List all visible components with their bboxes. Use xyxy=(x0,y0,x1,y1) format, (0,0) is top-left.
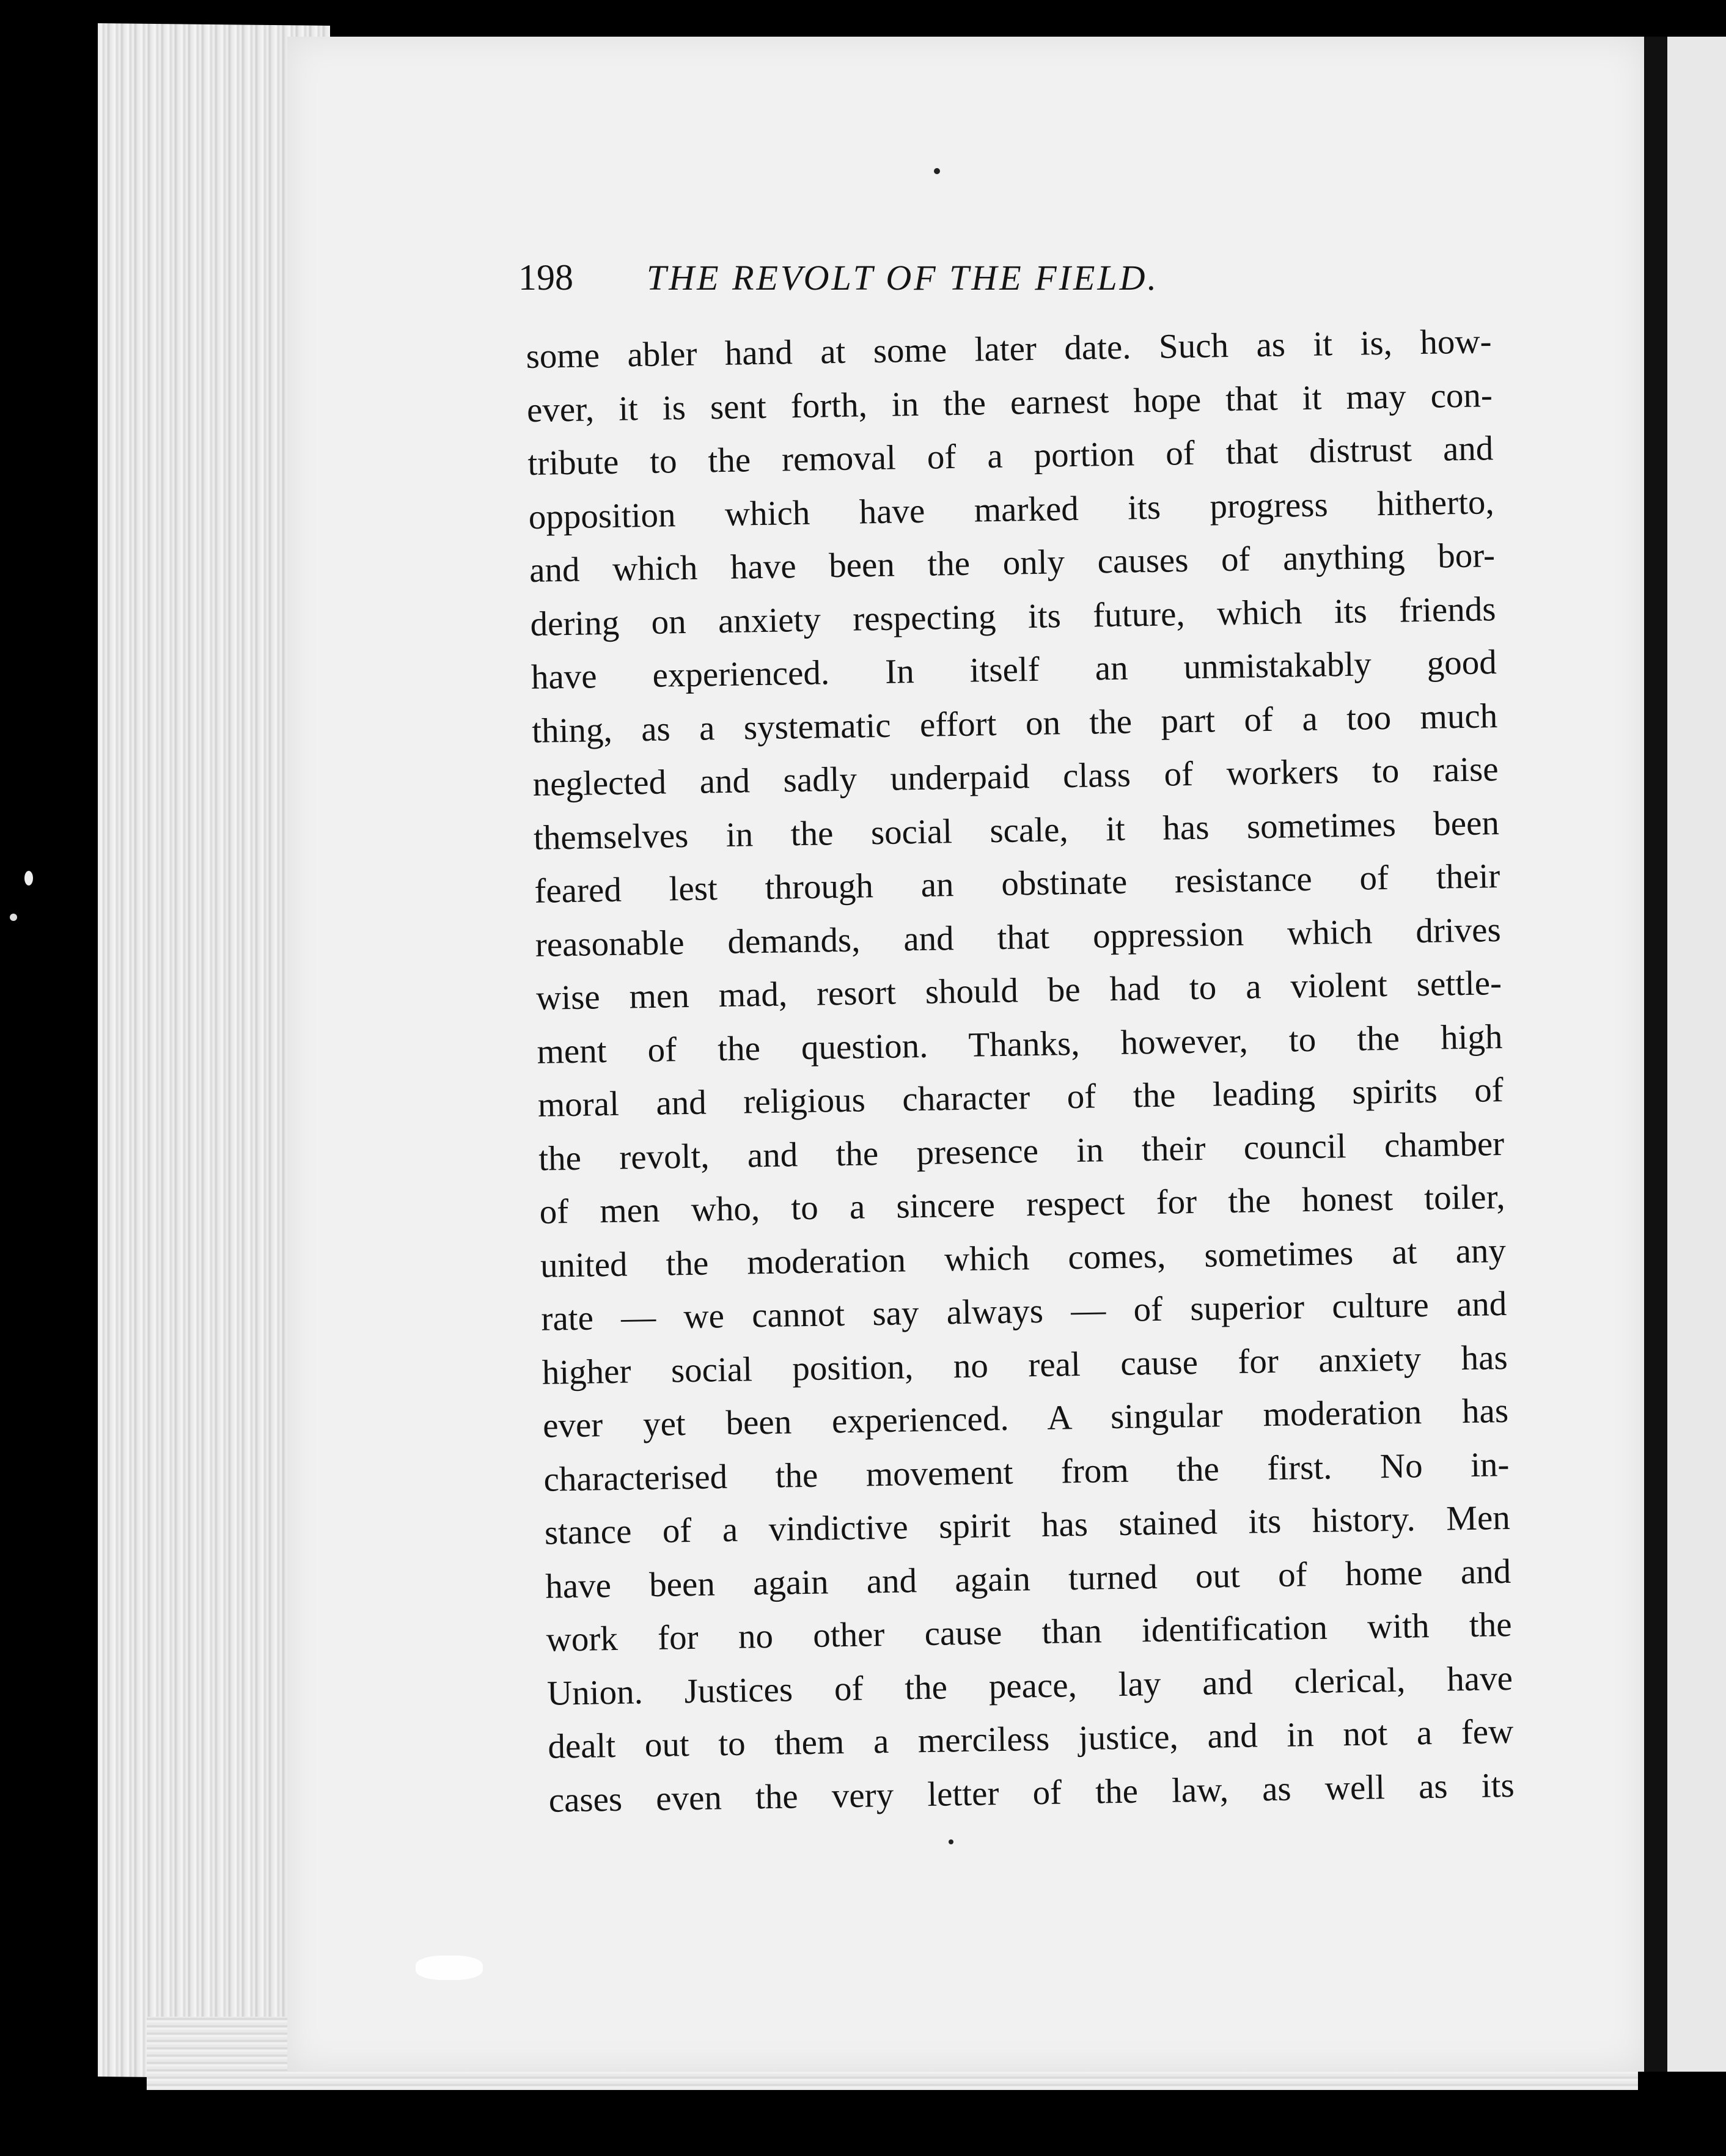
text-line: thing, as a systematic effort on the part of a too much xyxy=(531,696,1498,750)
text-line: neglected and sadly underpaid class of workers to raise xyxy=(532,750,1499,804)
scan-speck xyxy=(10,914,17,921)
text-line: the revolt, and the presence in their council chamber xyxy=(538,1124,1505,1178)
scan-speck xyxy=(949,1839,953,1844)
text-line: Union. Justices of the peace, lay and clerical, have xyxy=(546,1659,1513,1713)
text-line: tribute to the removal of a portion of that distrust and xyxy=(527,429,1494,483)
text-line: and which have been the only causes of anything bor- xyxy=(529,536,1496,590)
text-line: have been again and again turned out of home and xyxy=(545,1552,1511,1606)
body-text xyxy=(526,315,1515,1827)
text-line: work for no other cause than identification with the xyxy=(546,1605,1512,1659)
book-gutter xyxy=(1644,37,1667,2072)
text-line: feared lest through an obstinate resistance of their xyxy=(534,857,1500,911)
text-line: of men who, to a sincere respect for the honest toiler, xyxy=(539,1178,1505,1231)
text-line: have experienced. In itself an unmistakably good xyxy=(531,643,1497,697)
text-line: characterised the movement from the first. No in- xyxy=(543,1445,1510,1499)
text-line: rate — we cannot say always — of superior culture and xyxy=(540,1284,1507,1338)
text-line: moral and religious character of the leading spirits of xyxy=(537,1071,1504,1124)
page-header xyxy=(518,257,1496,306)
text-line: opposition which have marked its progress hitherto, xyxy=(528,482,1495,537)
text-line: united the moderation which comes, sometimes at any xyxy=(540,1231,1507,1285)
page-number: 198 xyxy=(518,257,573,298)
running-title: THE REVOLT OF THE FIELD. xyxy=(647,258,1159,298)
scan-speck xyxy=(934,168,940,174)
text-line: ever yet been experienced. A singular moderation has xyxy=(542,1391,1509,1445)
text-line: ment of the question. Thanks, however, to the high xyxy=(537,1017,1503,1071)
text-line: higher social position, no real cause for anxiety has xyxy=(542,1338,1508,1392)
scan-speck xyxy=(24,871,33,886)
next-page-edge xyxy=(1667,37,1726,2072)
text-line: themselves in the social scale, it has sometimes been xyxy=(533,803,1500,857)
scan-smudge xyxy=(416,1956,483,1980)
text-line: dealt out to them a merciless justice, and in not a few xyxy=(547,1712,1514,1766)
text-line: some abler hand at some later date. Such as it is, how- xyxy=(526,322,1492,376)
text-line: cases even the very letter of the law, as well as its xyxy=(548,1766,1515,1820)
text-line: stance of a vindictive spirit has stained its history. Men xyxy=(544,1498,1511,1552)
text-line: ever, it is sent forth, in the earnest hope that it may con- xyxy=(526,375,1493,430)
text-line: wise men mad, resort should be had to a violent settle- xyxy=(535,964,1502,1018)
text-line: dering on anxiety respecting its future, which its friends xyxy=(530,589,1496,644)
text-line: reasonable demands, and that oppression which drives xyxy=(535,910,1502,964)
